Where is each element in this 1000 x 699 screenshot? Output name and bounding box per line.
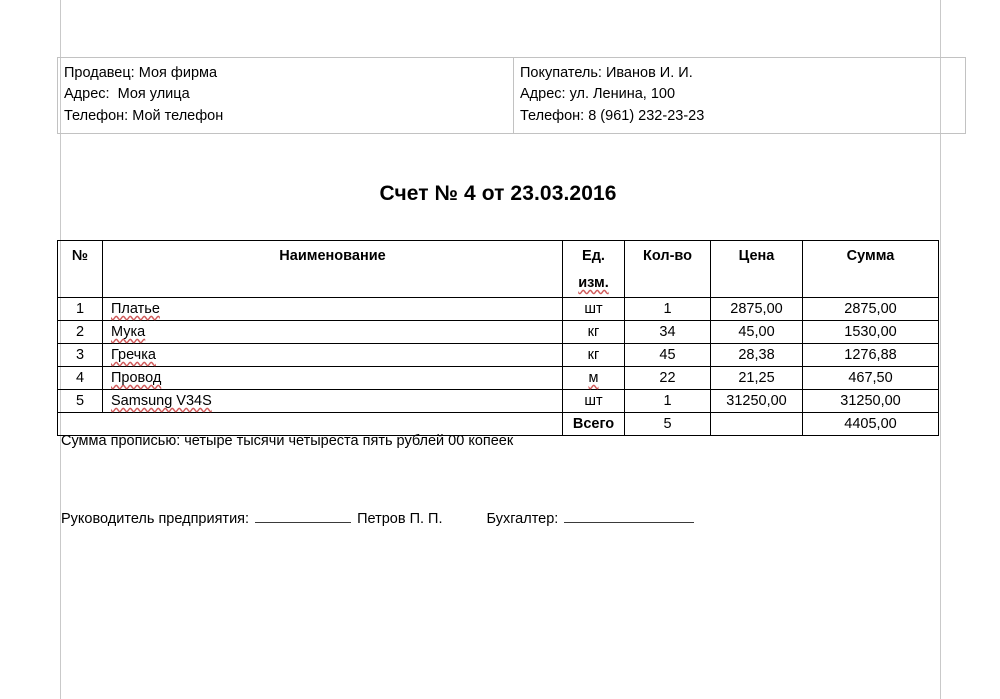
seller-address: Адрес: Моя улица [64, 86, 190, 103]
signature-line [61, 511, 694, 527]
column-header-quantity: Кол-во [625, 241, 711, 298]
table-row [58, 367, 939, 390]
cell-quantity: 22 [625, 367, 711, 390]
invoice-title: Счет № 4 от 23.03.2016 [379, 182, 617, 205]
total-sum: 4405,00 [803, 413, 939, 436]
cell-sum: 2875,00 [803, 298, 939, 321]
table-header-row [58, 241, 939, 298]
cell-price: 2875,00 [711, 298, 803, 321]
table-row [58, 321, 939, 344]
invoice-items-body [58, 298, 939, 436]
cell-number: 1 [58, 298, 103, 321]
column-header-sum: Сумма [803, 241, 939, 298]
cell-name [103, 321, 563, 344]
cell-unit: шт [563, 298, 625, 321]
total-label: Всего [563, 413, 625, 436]
table-row [58, 344, 939, 367]
total-quantity: 5 [625, 413, 711, 436]
column-header-unit [563, 241, 625, 298]
cell-number: 3 [58, 344, 103, 367]
buyer-address: Адрес: ул. Ленина, 100 [520, 86, 676, 103]
cell-price: 45,00 [711, 321, 803, 344]
parties-row [58, 58, 966, 134]
item-name-text: Платье [111, 301, 160, 317]
cell-number: 4 [58, 367, 103, 390]
parties-header-table [57, 57, 966, 134]
cell-quantity: 45 [625, 344, 711, 367]
director-name: Петров П. П. [357, 511, 443, 527]
cell-unit: кг [563, 344, 625, 367]
buyer-name: Покупатель: Иванов И. И. [520, 65, 693, 81]
cell-sum: 1276,88 [803, 344, 939, 367]
table-row [58, 390, 939, 413]
cell-quantity: 1 [625, 298, 711, 321]
cell-price: 28,38 [711, 344, 803, 367]
director-label: Руководитель предприятия: [61, 511, 250, 527]
cell-name [103, 298, 563, 321]
total-price [711, 413, 803, 436]
cell-number: 2 [58, 321, 103, 344]
item-name-text: Гречка [111, 347, 156, 363]
accountant-signature-rule [564, 522, 694, 523]
cell-sum: 1530,00 [803, 321, 939, 344]
seller-cell [58, 58, 514, 134]
item-name-text: Мука [111, 324, 146, 340]
seller-name: Продавец: Моя фирма [64, 65, 218, 81]
director-signature-rule [255, 522, 351, 523]
cell-price: 21,25 [711, 367, 803, 390]
column-header-unit-line1: Ед. [582, 248, 605, 264]
item-name-text: Провод [111, 370, 162, 386]
cell-unit: шт [563, 390, 625, 413]
cell-quantity: 34 [625, 321, 711, 344]
cell-sum: 467,50 [803, 367, 939, 390]
accountant-label: Бухгалтер: [486, 511, 559, 527]
cell-name [103, 367, 563, 390]
cell-sum: 31250,00 [803, 390, 939, 413]
table-row [58, 298, 939, 321]
column-header-name: Наименование [103, 241, 563, 298]
item-name-text: Samsung V34S [111, 393, 212, 409]
column-header-price: Цена [711, 241, 803, 298]
seller-phone: Телефон: Мой телефон [64, 107, 224, 124]
cell-name [103, 344, 563, 367]
column-header-number: № [58, 241, 103, 298]
amount-in-words: Сумма прописью: четыре тысячи четыреста пять рублей 00 копеек [61, 433, 514, 449]
cell-number: 5 [58, 390, 103, 413]
buyer-phone: Телефон: 8 (961) 232-23-23 [520, 107, 705, 124]
buyer-cell [514, 58, 966, 134]
column-header-unit-line2: изм. [578, 275, 609, 291]
cell-unit: кг [563, 321, 625, 344]
invoice-items-table [57, 240, 939, 436]
cell-name [103, 390, 563, 413]
cell-price: 31250,00 [711, 390, 803, 413]
cell-unit: м [563, 367, 625, 390]
cell-quantity: 1 [625, 390, 711, 413]
